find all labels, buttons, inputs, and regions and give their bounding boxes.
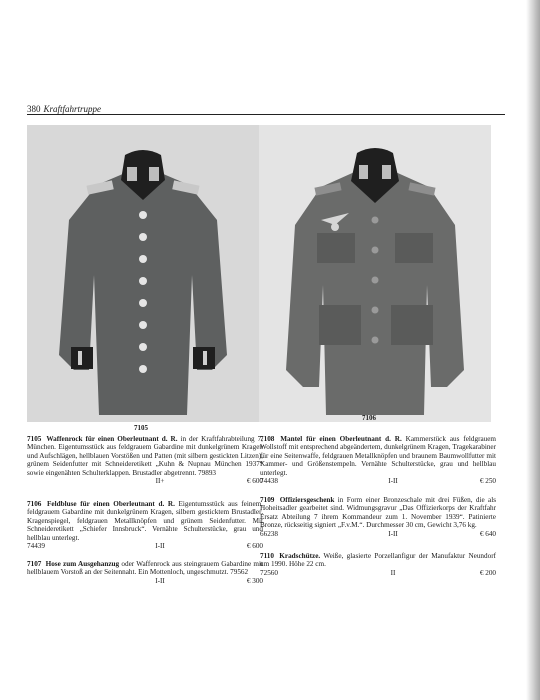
entry-number: 7106 xyxy=(27,500,42,508)
entry-grade: II+ xyxy=(155,477,165,486)
entry-title: Mantel für einen Oberleutnant d. R. xyxy=(280,435,402,443)
blouse-illustration xyxy=(259,125,491,422)
catalog-entry-7107 xyxy=(27,560,263,585)
entry-text: in Form einer Bronzeschale mit drei Füßen, die als Hoheitsadler gearbeitet sind. Widmungsgravur „Das Offizierkorps der Kraftfahr Ersatz Abteilung 7 ihrem Kommandeur zum 1. November 1939“. Patinierte Bronze, rückseitig signiert „F.v.M.“. Durchmesser 30 cm, Gewicht 3,76 kg. xyxy=(260,496,496,530)
entry-article-number: 66238 xyxy=(260,529,278,538)
entry-article-number: 74438 xyxy=(260,477,278,486)
entry-price: € 600 xyxy=(246,477,263,486)
entry-title: Kradschütze. xyxy=(279,552,321,560)
entry-title: Waffenrock für einen Oberleutnant d. R. xyxy=(46,435,178,443)
catalog-entry-7106 xyxy=(27,500,263,550)
section-title: Kraftfahrtruppe xyxy=(43,104,102,114)
entry-price: € 300 xyxy=(246,576,263,585)
entry-title: Feldbluse für einen Oberleutnant d. R. xyxy=(47,500,175,508)
entry-article-number: 72560 xyxy=(260,568,278,577)
photo-caption-7105: 7105 xyxy=(134,424,148,432)
catalog-entry-7108 xyxy=(260,435,496,485)
photo-caption-7106: 7106 xyxy=(362,414,376,422)
entry-text: Weiße, glasierte Porzellanfigur der Manufaktur Neundorf um 1990. Höhe 22 cm. xyxy=(260,552,496,569)
catalog-entry-7105 xyxy=(27,435,263,485)
tunic-illustration xyxy=(27,125,259,422)
entry-text: Eigentumsstück aus feinem, feldgrauem Gabardine mit dunkelgrünem Kragen, silbern gesticktem Brustadler, Kragenspiegel, feldgrauen Metallknöpfen und grünem Seidenfutter. Mit Schneideretikett „Schiefer Innsbruck“. Vernähte Schulterstücke, grau und hellblau unterlegt. xyxy=(27,500,264,542)
page-gutter-shadow xyxy=(526,0,540,700)
photo-tunic-7105 xyxy=(27,125,259,422)
header-rule xyxy=(27,114,505,115)
entry-price: € 200 xyxy=(479,568,496,577)
entry-grade: I-II xyxy=(155,576,165,585)
entry-grade: I-II xyxy=(388,529,398,538)
entry-text: in der Kraftfahrabteilung 7, München. Eigentumsstück aus feldgrauem Gabardine mit dunkelgrünem Kragen und Aufschlägen, hellblauen Vorstößen und Patten (mit silbern gestickten Litzen), grünem Seidenfutter mit Schneideretikett „Kuhn & Nupnau München 1937“ sowie eingenähten Schulterklappen. Brustadler abgetrennt. 79893 xyxy=(27,435,264,477)
entry-article-number: 74439 xyxy=(27,542,45,551)
entry-grade: I-II xyxy=(155,542,165,551)
entry-price: € 600 xyxy=(246,542,263,551)
catalog-entry-7109 xyxy=(260,496,496,538)
entry-text: oder Waffenrock aus steingrauem Gabardine mit hellblauem Vorstoß an der Seitennaht. Ein Mottenloch, ungeschmutzt. 79562 xyxy=(27,560,264,577)
catalog-entry-7110 xyxy=(260,552,496,577)
page-header xyxy=(27,100,507,114)
entry-grade: I-II xyxy=(388,477,398,486)
entry-number: 7109 xyxy=(260,496,275,504)
entry-title: Hose zum Ausgehanzug xyxy=(45,560,120,568)
page-number: 380 xyxy=(27,104,41,114)
entry-grade: II xyxy=(390,568,396,577)
photo-blouse-7106 xyxy=(259,125,491,422)
entry-title: Offiziersgeschenk xyxy=(279,496,335,504)
entry-price: € 250 xyxy=(479,477,496,486)
entry-number: 7108 xyxy=(260,435,275,443)
entry-number: 7105 xyxy=(27,435,42,443)
entry-text: Kammerstück aus feldgrauem Wollstoff mit entsprechend abgeändertem, dunkelgrünem Kragen, Tragekarabiner für eine Seitenwaffe, feldgrauen Metallknöpfen und braunem Baumwollfutter mit Kammer- und Größenstempeln. Vernähte Schulterstücke, grau und hellblau unterlegt. xyxy=(260,435,497,477)
entry-number: 7107 xyxy=(27,560,42,568)
entry-price: € 640 xyxy=(479,529,496,538)
entry-number: 7110 xyxy=(260,552,274,560)
